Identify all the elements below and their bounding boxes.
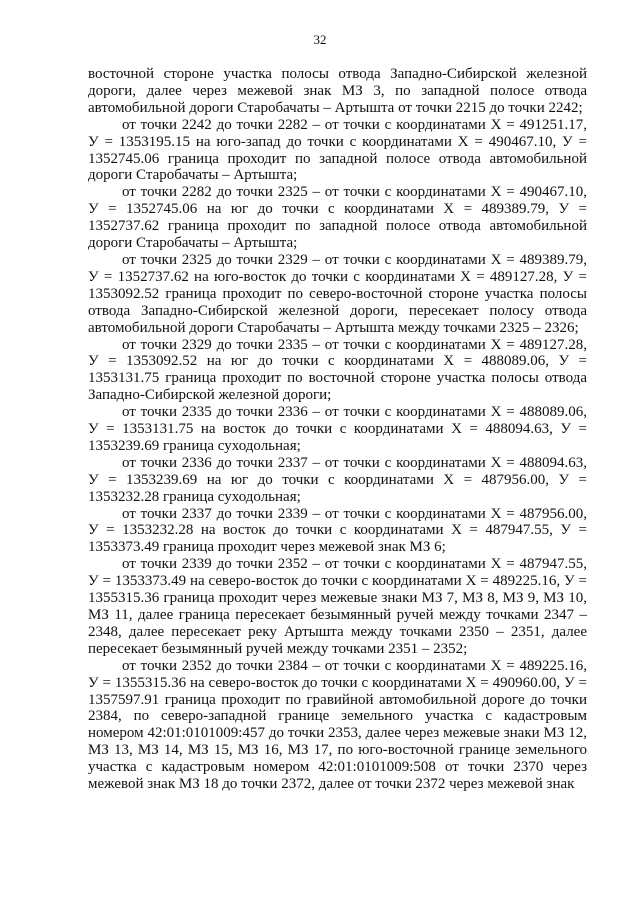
page-number: 32 [313,32,327,47]
paragraph: от точки 2352 до точки 2384 – от точки с координатами Х = 489225.16, У = 1355315.36 на северо-восток до точки с координатами Х = 490960.00, У = 1357597.91 граница проходит по гравийной автомобильной дороге до точки 2384, по северо-западной границе земельного участка с кадастровым номером 42:01:0101009:457 до точки 2353, далее через межевые знаки МЗ 12, МЗ 13, МЗ 14, МЗ 15, МЗ 16, МЗ 17, по юго-восточной границе земельного участка с кадастровым номером 42:01:0101009:508 от точки 2370 через межевой знак МЗ 18 до точки 2372, далее от точки 2372 через межевой знак [88,657,587,793]
paragraph: от точки 2325 до точки 2329 – от точки с координатами Х = 489389.79, У = 1352737.62 на юго-восток до точки с координатами Х = 489127.28, У = 1353092.52 граница проходит по северо-восточной стороне участка полосы отвода Западно-Сибирской железной дороги, пересекает полосу отвода автомобильной дороги Старобачаты – Артышта между точками 2325 – 2326; [88,251,587,336]
document-body [88,66,587,793]
paragraph: от точки 2337 до точки 2339 – от точки с координатами Х = 487956.00, У = 1353232.28 на восток до точки с координатами Х = 487947.55, У = 1353373.49 граница проходит через межевой знак МЗ 6; [88,505,587,556]
paragraph: восточной стороне участка полосы отвода Западно-Сибирской железной дороги, далее через межевой знак МЗ 3, по западной полосе отвода автомобильной дороги Старобачаты – Артышта от точки 2215 до точки 2242; [88,66,587,116]
paragraph: от точки 2335 до точки 2336 – от точки с координатами Х = 488089.06, У = 1353131.75 на восток до точки с координатами Х = 488094.63, У = 1353239.69 граница суходольная; [88,404,587,454]
paragraph: от точки 2339 до точки 2352 – от точки с координатами Х = 487947.55, У = 1353373.49 на северо-восток до точки с координатами Х = 489225.16, У = 1355315.36 граница проходит через межевые знаки МЗ 7, МЗ 8, МЗ 9, МЗ 10, МЗ 11, далее граница пересекает безымянный ручей между точками 2347 – 2348, далее пересекает реку Артышта между точками 2350 – 2351, далее пересекает безымянный ручей между точками 2351 – 2352; [88,556,587,657]
paragraph: от точки 2336 до точки 2337 – от точки с координатами Х = 488094.63, У = 1353239.69 на юг до точки с координатами Х = 487956.00, У = 1353232.28 граница суходольная; [88,454,587,505]
paragraph: от точки 2282 до точки 2325 – от точки с координатами Х = 490467.10, У = 1352745.06 на юг до точки с координатами Х = 489389.79, У = 1352737.62 граница проходит по западной полосе отвода автомобильной дороги Старобачаты – Артышта; [88,184,587,252]
paragraph: от точки 2242 до точки 2282 – от точки с координатами Х = 491251.17, У = 1353195.15 на юго-запад до точки с координатами Х = 490467.10, У = 1352745.06 граница проходит по западной полосе отвода автомобильной дороги Старобачаты – Артышта; [88,116,587,184]
paragraph: от точки 2329 до точки 2335 – от точки с координатами Х = 489127.28, У = 1353092.52 на юг до точки с координатами Х = 488089.06, У = 1353131.75 граница проходит по восточной стороне участка полосы отвода Западно-Сибирской железной дороги; [88,336,587,404]
